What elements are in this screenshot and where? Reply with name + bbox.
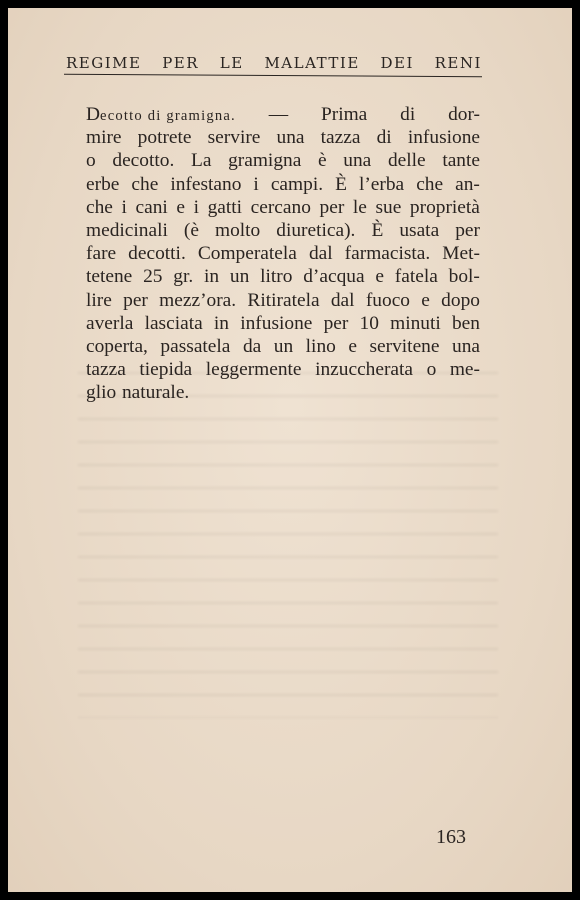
word: le xyxy=(352,196,367,218)
section-title: Decotto di gramigna. xyxy=(86,104,236,125)
word: farmacista. xyxy=(344,243,431,265)
running-head xyxy=(66,54,482,72)
word: diuretica). xyxy=(276,219,356,241)
word: tiepida xyxy=(139,359,193,381)
word: mire xyxy=(86,127,122,149)
word: è xyxy=(318,150,327,172)
word: mezz’ora. xyxy=(159,289,237,311)
word: cercano xyxy=(250,196,311,218)
word: da xyxy=(242,335,262,357)
page-number: 163 xyxy=(436,826,466,848)
word: i xyxy=(121,196,127,218)
word: an- xyxy=(455,173,480,195)
text-line xyxy=(86,312,480,335)
word: tazza xyxy=(86,359,126,381)
word: Met- xyxy=(442,243,480,265)
word: decotti. xyxy=(128,243,186,265)
word: in xyxy=(213,312,229,334)
text-line xyxy=(86,173,480,196)
em-dash: — xyxy=(268,104,289,125)
word: dal xyxy=(308,243,333,265)
text-line xyxy=(86,149,480,172)
running-head-word: PER xyxy=(162,54,200,72)
word: l’erba xyxy=(358,173,405,195)
running-head-word: DEI xyxy=(380,54,414,72)
word: 10 xyxy=(359,312,379,334)
word: usata xyxy=(399,219,440,241)
word: gatti xyxy=(207,196,243,218)
word: di xyxy=(376,127,392,149)
text-line xyxy=(86,335,480,358)
word: Prima xyxy=(320,104,368,125)
word: ben xyxy=(451,312,480,334)
word: per xyxy=(123,289,148,311)
word: e xyxy=(421,289,430,311)
running-head-word: LE xyxy=(219,54,244,72)
text-line xyxy=(86,196,480,219)
word: o xyxy=(426,359,437,381)
word: leggermente xyxy=(205,359,302,381)
word: minuti xyxy=(390,312,441,334)
word: dopo xyxy=(441,289,480,311)
word: servire xyxy=(207,127,261,149)
word: e xyxy=(176,196,185,218)
word: per xyxy=(319,196,345,218)
word: infusione xyxy=(240,312,313,334)
word: coperta, xyxy=(86,335,148,357)
word: o xyxy=(86,150,96,172)
header-rule xyxy=(64,74,482,78)
text-line xyxy=(86,126,480,149)
word: La xyxy=(190,150,212,172)
text-line xyxy=(86,242,480,265)
running-head-word: RENI xyxy=(434,54,482,72)
word: me- xyxy=(449,359,480,381)
word: dor- xyxy=(448,104,480,125)
word: fare xyxy=(86,243,117,265)
word: medicinali xyxy=(86,219,168,241)
recipe-paragraph xyxy=(86,103,480,404)
word: in xyxy=(204,266,220,288)
word: una xyxy=(452,335,480,357)
word: bol- xyxy=(448,266,480,288)
text-line xyxy=(86,103,480,126)
running-head-word: REGIME xyxy=(66,54,142,72)
word: per xyxy=(455,219,480,241)
word: averla xyxy=(86,312,134,334)
word: infestano xyxy=(170,173,242,195)
word: campi. xyxy=(270,173,324,195)
word: naturale. xyxy=(121,382,190,404)
word: potrete xyxy=(137,127,192,149)
word: d’acqua xyxy=(303,266,365,288)
word: gr. xyxy=(173,266,194,288)
word: passatela xyxy=(160,335,231,357)
word: (è xyxy=(183,219,199,241)
word: lire xyxy=(86,289,112,311)
word: tazza xyxy=(320,127,361,149)
word: una xyxy=(343,150,372,172)
word: delle xyxy=(387,150,426,172)
word: servitene xyxy=(369,335,440,357)
word: infusione xyxy=(407,127,480,149)
book-page xyxy=(8,8,572,892)
word: lino xyxy=(305,335,336,357)
word: che xyxy=(86,196,113,218)
word: erbe xyxy=(86,173,120,195)
word: e xyxy=(375,266,384,288)
word: proprietà xyxy=(409,196,480,218)
text-line xyxy=(86,219,480,242)
word: tetene xyxy=(86,266,133,288)
word: glio xyxy=(86,382,117,404)
word: un xyxy=(273,335,294,357)
word: Ritiratela xyxy=(247,289,320,311)
word: un xyxy=(229,266,250,288)
word: fatela xyxy=(394,266,438,288)
word: sue xyxy=(375,196,402,218)
word: inzuccherata xyxy=(315,359,414,381)
word: È xyxy=(371,219,384,241)
text-line xyxy=(86,265,480,288)
word: che xyxy=(416,173,444,195)
word: litro xyxy=(260,266,293,288)
word: fuoco xyxy=(365,289,410,311)
word: tante xyxy=(442,150,480,172)
word: gramigna xyxy=(228,150,302,172)
word: una xyxy=(276,127,305,149)
word: che xyxy=(131,173,159,195)
text-line xyxy=(86,358,480,381)
word: e xyxy=(348,335,357,357)
word: di xyxy=(400,104,416,125)
word: È xyxy=(335,173,347,195)
running-head-word: MALATTIE xyxy=(264,54,360,72)
word: Comperatela xyxy=(197,243,297,265)
text-line xyxy=(86,381,480,404)
word: decotto. xyxy=(112,150,175,172)
word: lasciata xyxy=(144,312,203,334)
show-through-texture xyxy=(78,358,498,718)
text-line xyxy=(86,289,480,312)
word: i xyxy=(253,173,259,195)
word: 25 xyxy=(143,266,163,288)
word: i xyxy=(193,196,199,218)
word: cani xyxy=(135,196,168,218)
word: dal xyxy=(330,289,355,311)
word: molto xyxy=(214,219,261,241)
word: per xyxy=(323,312,349,334)
